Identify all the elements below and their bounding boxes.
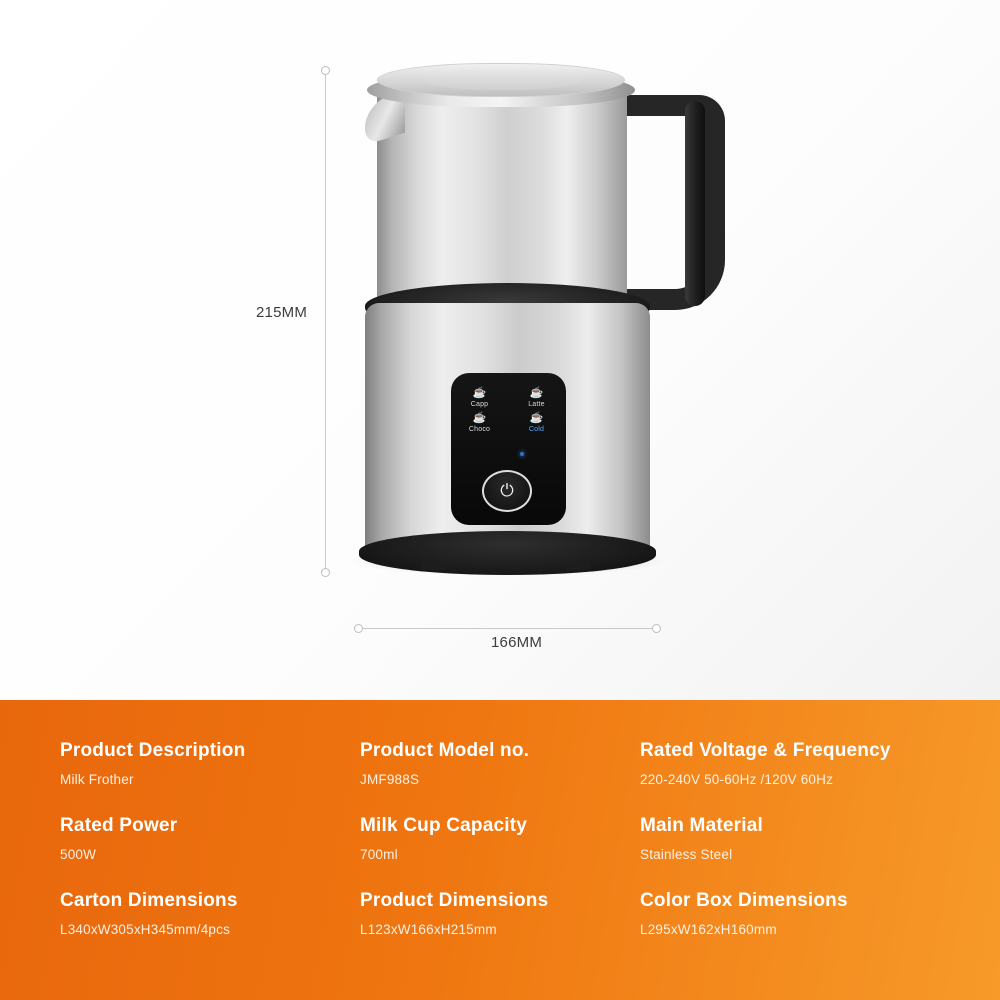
height-dimension-tick-bottom bbox=[321, 568, 330, 577]
spec-product-dimensions bbox=[360, 890, 640, 965]
cold-indicator-led bbox=[520, 452, 524, 456]
spec-value: Milk Frother bbox=[60, 772, 134, 787]
spec-value: L340xW305xH345mm/4pcs bbox=[60, 922, 231, 937]
cold-cup-icon: ☕ bbox=[529, 412, 544, 424]
width-dimension-line bbox=[360, 628, 654, 629]
spec-title: Color Box Dimensions bbox=[640, 890, 848, 911]
power-button[interactable] bbox=[482, 470, 532, 512]
spec-value: 220-240V 50-60Hz /120V 60Hz bbox=[640, 772, 834, 787]
width-dimension-tick-left bbox=[354, 624, 363, 633]
base-foot-right bbox=[565, 563, 591, 570]
mode-label-latte: Latte bbox=[528, 401, 545, 408]
spec-title: Rated Voltage & Frequency bbox=[640, 740, 891, 761]
power-icon: ⏻ bbox=[500, 481, 514, 500]
spec-rated-power bbox=[60, 815, 360, 890]
mode-label-cold: Cold bbox=[528, 426, 545, 433]
mode-button-choco[interactable] bbox=[451, 408, 508, 433]
spec-product-description bbox=[60, 740, 360, 815]
spec-value: JMF988S bbox=[360, 772, 420, 787]
specification-grid bbox=[60, 740, 960, 965]
base-foot-left bbox=[421, 563, 447, 570]
handle-grip bbox=[685, 101, 705, 306]
spec-title: Carton Dimensions bbox=[60, 890, 238, 911]
spec-value: 500W bbox=[60, 847, 97, 862]
mode-label-choco: Choco bbox=[468, 426, 491, 433]
base-bottom-ring bbox=[359, 531, 656, 575]
mode-button-cappuccino[interactable] bbox=[451, 383, 508, 408]
mode-button-grid bbox=[451, 383, 566, 433]
height-dimension-tick-top bbox=[321, 66, 330, 75]
latte-cup-icon: ☕ bbox=[529, 387, 544, 399]
spec-color-box-dimensions bbox=[640, 890, 960, 965]
cappuccino-cup-icon: ☕ bbox=[472, 387, 487, 399]
milk-jug-lid-inner bbox=[424, 70, 580, 90]
spec-title: Product Description bbox=[60, 740, 246, 761]
jug-handle bbox=[627, 95, 725, 310]
milk-jug-lid bbox=[377, 63, 625, 97]
mode-button-latte[interactable] bbox=[508, 383, 565, 408]
specification-band bbox=[0, 700, 1000, 1000]
choco-cup-icon: ☕ bbox=[472, 412, 487, 424]
spec-title: Product Dimensions bbox=[360, 890, 549, 911]
spec-value: L123xW166xH215mm bbox=[360, 922, 497, 937]
spec-main-material bbox=[640, 815, 960, 890]
spec-milk-cup-capacity bbox=[360, 815, 640, 890]
handle-outer-shape bbox=[627, 95, 725, 310]
spec-title: Rated Power bbox=[60, 815, 178, 836]
control-panel bbox=[451, 373, 566, 525]
spec-value: L295xW162xH160mm bbox=[640, 922, 777, 937]
width-dimension-tick-right bbox=[652, 624, 661, 633]
spec-carton-dimensions bbox=[60, 890, 360, 965]
spec-product-model-no bbox=[360, 740, 640, 815]
spec-title: Milk Cup Capacity bbox=[360, 815, 528, 836]
spec-title: Product Model no. bbox=[360, 740, 530, 761]
spec-value: 700ml bbox=[360, 847, 398, 862]
height-dimension-line bbox=[325, 70, 326, 572]
mode-button-cold[interactable] bbox=[508, 408, 565, 433]
width-dimension-label: 166MM bbox=[491, 634, 543, 651]
spec-value: Stainless Steel bbox=[640, 847, 733, 862]
mode-label-cappuccino: Capp bbox=[470, 401, 489, 408]
height-dimension-label: 215MM bbox=[256, 304, 308, 321]
spec-title: Main Material bbox=[640, 815, 763, 836]
spec-rated-voltage-frequency bbox=[640, 740, 960, 815]
milk-frother-illustration bbox=[355, 55, 755, 585]
